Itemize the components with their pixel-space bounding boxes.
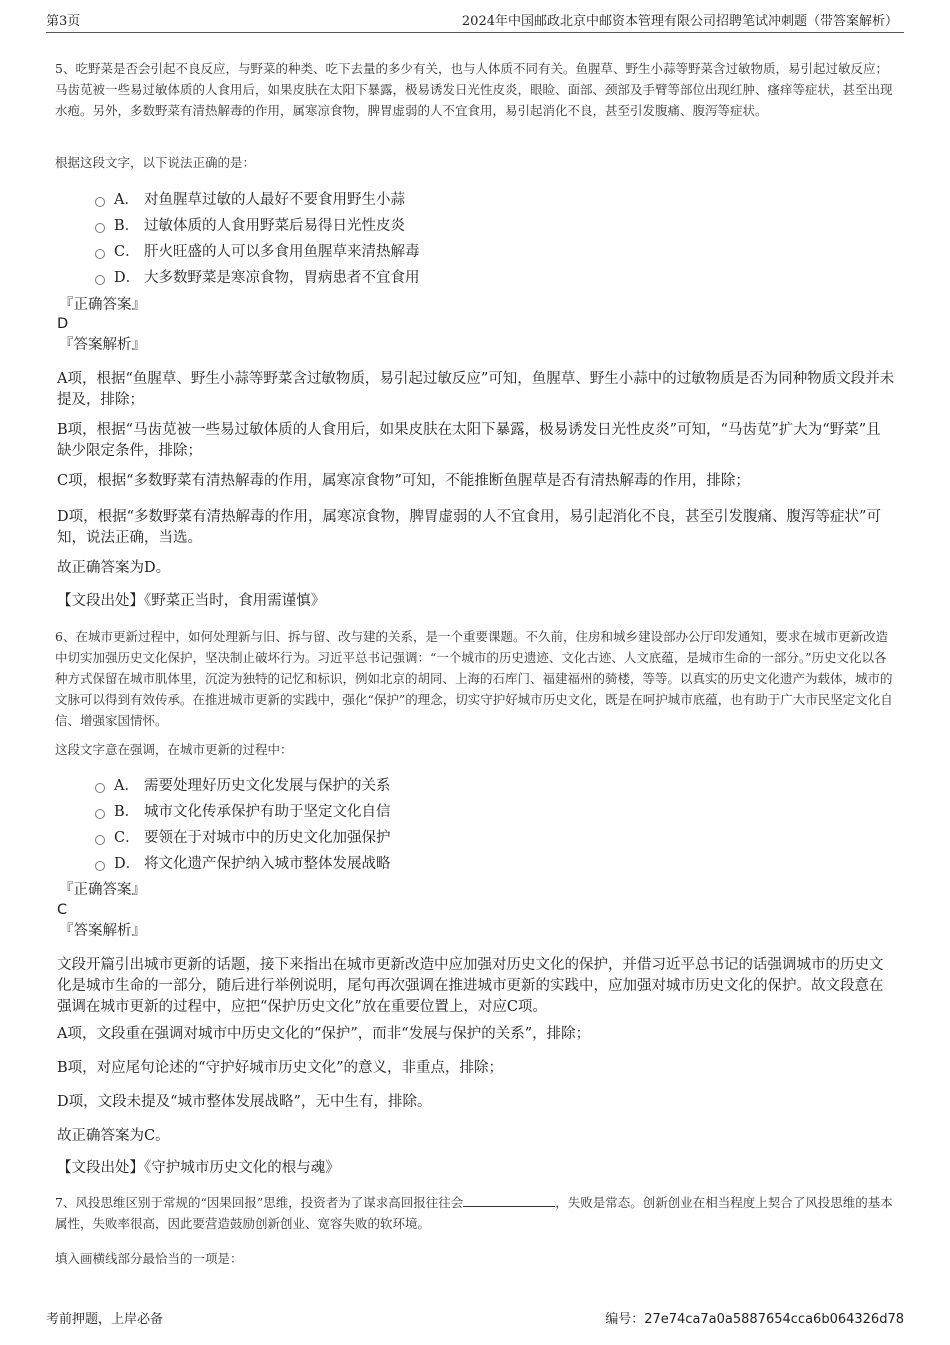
q7-passage-after: ，失败是常态。创新创业在相当程度上契合了风投思维的基本属性，失败率很高，因此要营造鼓励创新创业、宽容失败的软环境。 xyxy=(55,1195,893,1231)
q5-analysis-c: C项，根据“多数野菜有清热解毒的作用，属寒凉食物”可知，不能推断鱼腥草是否有清热解毒的作用，排除； xyxy=(57,473,750,489)
radio-icon[interactable] xyxy=(95,809,105,819)
document-title: 2024年中国邮政北京中邮资本管理有限公司招聘笔试冲刺题（带答案解析） xyxy=(461,14,898,29)
q5-answer: D xyxy=(57,316,69,332)
q6-prompt: 这段文字意在强调，在城市更新的过程中： xyxy=(55,742,293,757)
page-number: 第3页 xyxy=(46,14,81,29)
page-header xyxy=(46,10,904,33)
q6-answer-label: 『正确答案』 xyxy=(59,882,146,898)
q5-options xyxy=(95,187,420,291)
q5-analysis-a: A项，根据“鱼腥草、野生小蒜等野菜含过敏物质，易引起过敏反应”可知，鱼腥草、野生小蒜中的过敏物质是否为同种物质文段并未提及，排除； xyxy=(57,371,895,408)
radio-icon[interactable] xyxy=(95,197,105,207)
page-footer xyxy=(46,1310,904,1330)
q5-analysis-b: B项，根据“马齿苋被一些易过敏体质的人食用后，如果皮肤在太阳下暴露，极易诱发日光性皮炎”可知，“马齿苋”扩大为“野菜”且缺少限定条件，排除； xyxy=(57,422,881,459)
q6-conclusion: 故正确答案为C。 xyxy=(57,1128,170,1144)
radio-icon[interactable] xyxy=(95,223,105,233)
q5-option-c[interactable]: C． 肝火旺盛的人可以多食用鱼腥草来清热解毒 xyxy=(95,239,420,265)
radio-icon[interactable] xyxy=(95,861,105,871)
q7-passage xyxy=(55,1192,898,1234)
q5-prompt: 根据这段文字，以下说法正确的是： xyxy=(55,155,256,170)
q5-source: 【文段出处】《野菜正当时，食用需谨慎》 xyxy=(57,593,326,609)
q6-analysis-summary: 文段开篇引出城市更新的话题，接下来指出在城市更新改造中应加强对历史文化的保护，并借习近平总书记的话强调城市的历史文化是城市生命的一部分，随后进行举例说明，尾句再次强调在推进城市更新的实践中，应加强对城市历史文化的保护。故文段意在强调在城市更新的过程中，应把“保护历史文化”放在重要位置上，对应C项。 xyxy=(57,957,884,1015)
q5-analysis-label: 『答案解析』 xyxy=(59,337,146,353)
footer-slogan: 考前押题，上岸必备 xyxy=(46,1312,164,1327)
radio-icon[interactable] xyxy=(95,275,105,285)
q7-passage-before: 7、风投思维区别于常规的“因果回报”思维，投资者为了谋求高回报往往会 xyxy=(55,1195,464,1210)
q5-conclusion: 故正确答案为D。 xyxy=(57,560,171,576)
q5-option-a[interactable]: A． 对鱼腥草过敏的人最好不要食用野生小蒜 xyxy=(95,187,420,213)
q6-analysis-a: A项，文段重在强调对城市中历史文化的“保护”，而非“发展与保护的关系”，排除； xyxy=(57,1026,591,1042)
radio-icon[interactable] xyxy=(95,249,105,259)
q5-analysis-d: D项，根据“多数野菜有清热解毒的作用，属寒凉食物，脾胃虚弱的人不宜食用，易引起消化不良，甚至引发腹痛、腹泻等症状”可知，说法正确，当选。 xyxy=(57,509,881,546)
q6-analysis-b: B项，对应尾句论述的“守护好城市历史文化”的意义，非重点，排除； xyxy=(57,1060,503,1076)
q6-option-b[interactable]: B． 城市文化传承保护有助于坚定文化自信 xyxy=(95,799,391,825)
q6-source: 【文段出处】《守护城市历史文化的根与魂》 xyxy=(57,1160,340,1176)
q7-prompt: 填入画横线部分最恰当的一项是： xyxy=(55,1251,243,1266)
q6-options xyxy=(95,773,391,877)
document-code: 编号：27e74ca7a0a5887654cca6b064326d78 xyxy=(605,1312,904,1327)
radio-icon[interactable] xyxy=(95,783,105,793)
q5-option-d[interactable]: D． 大多数野菜是寒凉食物，胃病患者不宜食用 xyxy=(95,265,420,291)
q6-analysis-d: D项，文段未提及“城市整体发展战略”，无中生有，排除。 xyxy=(57,1094,432,1110)
q6-option-d[interactable]: D． 将文化遗产保护纳入城市整体发展战略 xyxy=(95,851,391,877)
q6-answer: C xyxy=(57,902,68,918)
q6-option-a[interactable]: A． 需要处理好历史文化发展与保护的关系 xyxy=(95,773,391,799)
q5-answer-label: 『正确答案』 xyxy=(59,297,146,313)
q6-analysis-label: 『答案解析』 xyxy=(59,923,146,939)
fill-in-blank xyxy=(463,1194,555,1207)
radio-icon[interactable] xyxy=(95,835,105,845)
q5-option-b[interactable]: B． 过敏体质的人食用野菜后易得日光性皮炎 xyxy=(95,213,420,239)
q6-option-c[interactable]: C． 要领在于对城市中的历史文化加强保护 xyxy=(95,825,391,851)
q6-passage: 6、在城市更新过程中，如何处理新与旧、拆与留、改与建的关系，是一个重要课题。不久前，住房和城乡建设部办公厅印发通知，要求在城市更新改造中切实加强历史文化保护，坚决制止破坏行为。习近平总书记强调：“一个城市的历史遗迹、文化古迹、人文底蕴，是城市生命的一部分。”历史文化以各种方式保留在城市肌体里，沉淀为独特的记忆和标识，例如北京的胡同、上海的石库门、福建福州的骑楼，等等。以真实的历史文化遗产为载体，城市的文脉可以得到有效传承。在推进城市更新的实践中，强化“保护”的理念，切实守护好城市历史文化，既是在呵护城市底蕴，也有助于广大市民坚定文化自信、增强家国情怀。 xyxy=(55,629,893,728)
q5-passage: 5、吃野菜是否会引起不良反应，与野菜的种类、吃下去量的多少有关，也与人体质不同有关。鱼腥草、野生小蒜等野菜含过敏物质，易引起过敏反应；马齿苋被一些易过敏体质的人食用后，如果皮肤在太阳下暴露，极易诱发日光性皮炎，眼睑、面部、颈部及手臂等部位出现红肿、瘙痒等症状，甚至出现水疱。另外，多数野菜有清热解毒的作用，属寒凉食物，脾胃虚弱的人不宜食用，易引起消化不良，甚至引发腹痛、腹泻等症状。 xyxy=(55,61,893,118)
